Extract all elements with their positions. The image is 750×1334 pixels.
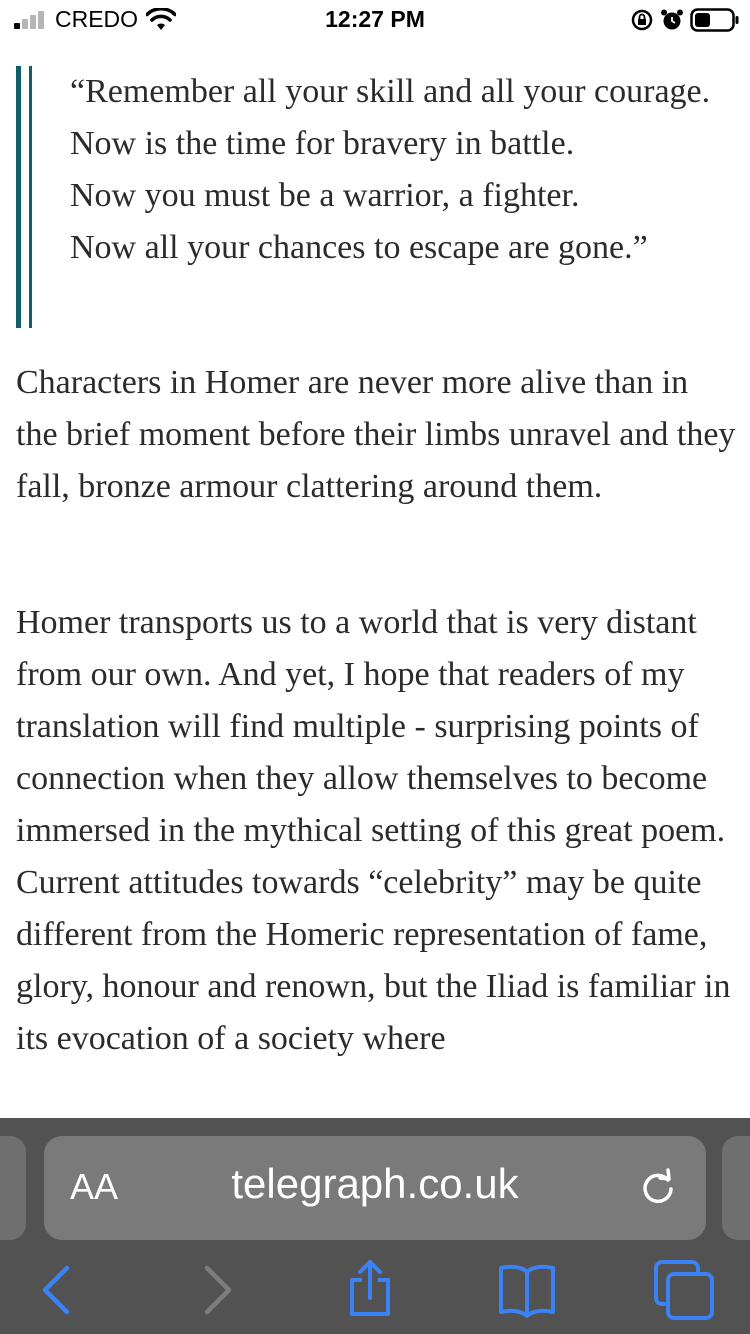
battery-icon bbox=[690, 8, 740, 32]
next-tab-peek[interactable] bbox=[722, 1136, 750, 1240]
address-bar[interactable] bbox=[44, 1136, 706, 1240]
reload-icon[interactable] bbox=[638, 1168, 678, 1208]
article-paragraph: Characters in Homer are never more alive than in the brief moment before their limbs unravel and they fall, bronze armour clattering around them. bbox=[16, 364, 736, 505]
forward-icon[interactable] bbox=[185, 1258, 249, 1322]
quote-rule bbox=[29, 66, 32, 328]
previous-tab-peek[interactable] bbox=[0, 1136, 26, 1240]
carrier-name: CREDO bbox=[55, 6, 139, 32]
nav-row bbox=[0, 1258, 750, 1328]
share-icon[interactable] bbox=[338, 1258, 402, 1322]
url-text[interactable]: telegraph.co.uk bbox=[231, 1160, 519, 1207]
back-icon[interactable] bbox=[25, 1258, 89, 1322]
block-quote bbox=[16, 66, 741, 328]
article-paragraph: Homer transports us to a world that is very distant from our own. And yet, I hope that readers of my translation will find multiple - surprising points of connection when they allow themselves to become immersed in the mythical setting of this great poem. Current attitudes towards “celebrity” may be quite different from the Homeric representation of fame, glory, honour and renown, but the Iliad is familiar in its evocation of a society where bbox=[16, 604, 731, 1057]
tabs-icon[interactable] bbox=[652, 1258, 716, 1322]
status-bar bbox=[0, 0, 750, 40]
status-time: 12:27 PM bbox=[325, 6, 425, 32]
quote-text: “Remember all your skill and all your courage. Now is the time for bravery in battle. Now you must be a warrior, a fighter. Now all your chances to escape are gone.” bbox=[70, 73, 711, 266]
browser-toolbar bbox=[0, 1118, 750, 1334]
alarm-icon bbox=[660, 8, 684, 32]
bookmarks-icon[interactable] bbox=[495, 1258, 559, 1322]
orientation-lock-icon bbox=[630, 8, 654, 32]
text-size-button[interactable]: AA bbox=[70, 1166, 119, 1207]
